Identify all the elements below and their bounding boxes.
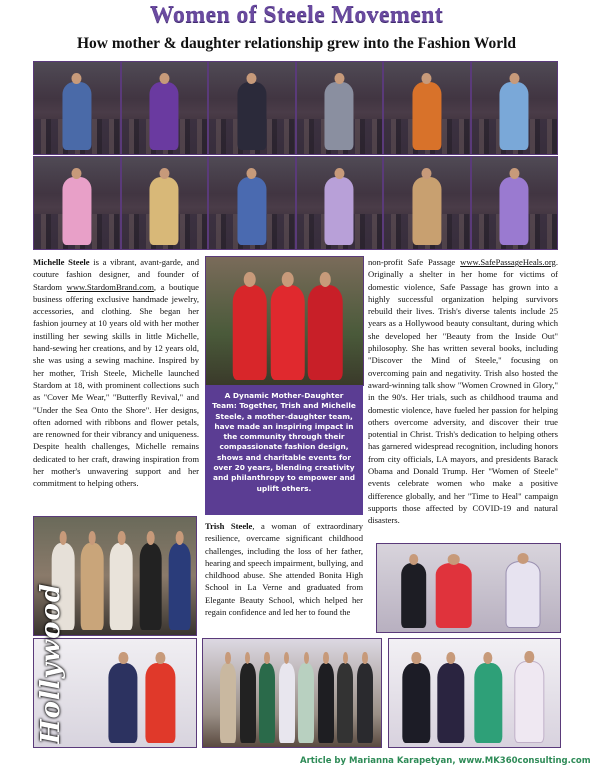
article-credit[interactable]: Article by Marianna Karapetyan, www.MK360consulting.com [300,756,591,766]
trish-bio-text-2: . Originally a shelter in her home for victims of domestic violence, Safe Passage has grown into a highly successful organization helping survivors rebuild their lives. Trish's diverse talents include 25 years as a Hollywood beauty consultant, during which she developed her "Beauty from the Inside Out" philosophy. She has written several books, including "Discover the Mind of Steele," focusing on overcoming pain and negativity. Trish also hosted the award-winning talk show "Women Crowned in Glory," in the 90's. Her trials, such as childhood trauma and domestic violence, have fueled her passion for helping others overcome adversity, and discover their true potential in Christ. Trish's dedication to helping others has garnered widespread recognition, including honors from city officials, LA mayors, and presidents Barack Obama and Donald Trump. Her "Women of Steele" events celebrate women who make a positive difference globally, and her "Time to Heal" campaign supports those affected by COVID-19 and natural disasters. [368,257,558,526]
trish-bio-text: , a woman of extraordinary resilience, overcame significant childhood challenges, including the loss of her father, hearing and speech impairment, bullying, and childhood abuse. She attended Bonita High School in La Verne and graduated from Elegante Beauty School, which helped her regain confidence and led her to found the [205,521,363,618]
runway-photo [471,156,559,250]
runway-model [62,82,91,150]
hollywood-brand-logo: Hollywood [36,582,66,744]
trish-bio-intro [205,520,363,635]
page-title: Women of Steele Movement [149,2,444,28]
runway-photo [208,156,296,250]
group-photo-center [205,256,364,386]
pageant-photo-bottom-right [388,638,561,748]
runway-photo [121,156,209,250]
trish-bio-text-1: non-profit Safe Passage [368,257,461,267]
runway-photo [296,156,384,250]
runway-photo [33,61,121,155]
mother-daughter-quote-box: A Dynamic Mother-Daughter Team: Together, Trish and Michelle Steele, a mother-daughter team, have made an inspiring impact in the community through their compassionate fashion design, shows and charitable events for over 20 years, blending creativity and philanthropy to empower and uplift others. [205,385,363,515]
runway-photo [33,156,121,250]
page-subtitle: How mother & daughter relationship grew into the Fashion World [76,35,517,52]
safe-passage-link[interactable]: www.SafePassageHeals.org [460,257,556,267]
runway-model [500,82,529,150]
event-group-photo-bottom-center [202,638,382,748]
runway-photo [383,61,471,155]
runway-model [150,177,179,245]
runway-photo [296,61,384,155]
runway-model [62,177,91,245]
runway-model [325,82,354,150]
runway-photo [383,156,471,250]
award-presentation-photo [376,543,561,633]
runway-model [412,82,441,150]
runway-photo [471,61,559,155]
stardom-link[interactable]: www.StardomBrand.com [66,281,154,292]
runway-photo [121,61,209,155]
trish-bio-continued [368,256,558,538]
michelle-bio [33,256,199,512]
runway-model [500,177,529,245]
runway-model [150,82,179,150]
runway-model [237,82,266,150]
michelle-bio-text-2: , a boutique business offering exclusive handmade jewelry, accessories, and clothing. She began her fashion journey at 10 years old with her mother instilling her sewing skills in little Michelle, hand-sewing her creations, and by 12 years old, she was using a sewing machine. Inspired by her mother, Trish Steele, Michelle launched Stardom at 18, with prominent collections such as "Cover Me Wear," "Butterfly Revival," and "Under the Sea Onto the Shore". Her designs, often adorned with ribbons and flower petals, are renowned for their vibrancy and uniqueness. Despite health challenges, Michelle remains dedicated to her craft, drawing inspiration from her mother's unwavering support and her commitment to helping others. [33,281,199,489]
trish-name: Trish Steele [205,521,253,531]
michelle-bio-text-1: is a vibrant, avant-garde, and couture fashion designer, and founder of Stardom [33,257,199,292]
runway-model [325,177,354,245]
runway-photo [208,61,296,155]
runway-model [237,177,266,245]
runway-model [412,177,441,245]
michelle-name: Michelle Steele [33,257,90,267]
